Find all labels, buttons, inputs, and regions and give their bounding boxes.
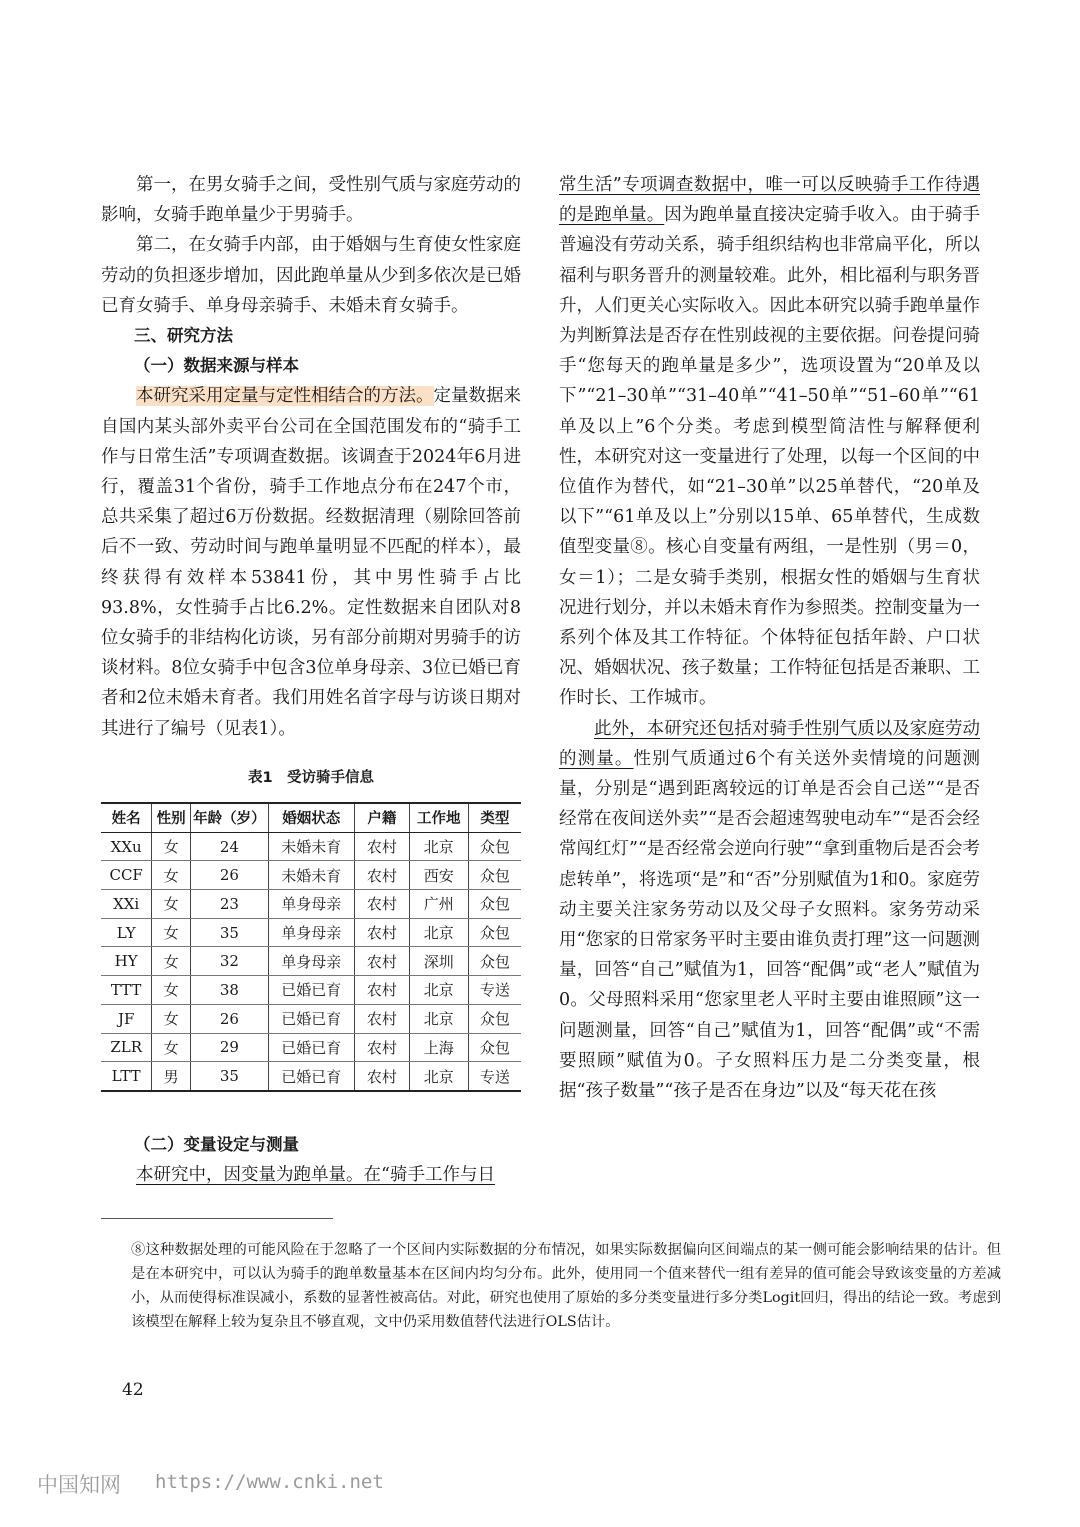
table-cell: TTT (101, 976, 152, 1005)
gender-labor-paragraph (559, 714, 980, 1107)
table-cell: 众包 (468, 1004, 521, 1033)
table-cell: 单身母亲 (268, 890, 354, 919)
gender-labor-underlined: 此外，本研究还包括对骑手性别气质以及家庭劳动的测量。 (559, 718, 980, 769)
table-cell: 未婚未育 (268, 832, 354, 861)
table-row (101, 890, 521, 919)
right-column (559, 170, 980, 1106)
table-cell: XXu (101, 832, 152, 861)
table-cell: 未婚未育 (268, 861, 354, 890)
table-caption: 表1 受访骑手信息 (247, 770, 375, 786)
table-cell: 北京 (409, 832, 468, 861)
subsection-2 (101, 1130, 521, 1190)
table-cell: 西安 (409, 861, 468, 890)
table-cell: 23 (191, 890, 269, 919)
table-row (101, 861, 521, 890)
table-header-cell: 姓名 (101, 803, 152, 832)
table-row (101, 918, 521, 947)
table-row (101, 1033, 521, 1062)
table-cell: 单身母亲 (268, 918, 354, 947)
table-cell: 已婚已育 (268, 1004, 354, 1033)
table-cell: 24 (191, 832, 269, 861)
table-cell: 农村 (354, 947, 409, 976)
gender-labor-text: 性别气质通过6个有关送外卖情境的问题测量，分别是“遇到距离较远的订单是否会自己送”“是否经常在夜间送外卖”“是否会超速驾驶电动车”“是否会经常闯红灯”“是否经常会逆向行驶”“拿到重物后是否会考虑转单”，将选项“是”和“否”分别赋值为1和0。家庭劳动主要关注家务劳动以及父母子女照料。家务劳动采用“您家的日常家务平时主要由谁负责打理”这一问题测量，回答“自己”赋值为1，回答“配偶”或“老人”赋值为0。父母照料采用“您家里老人平时主要由谁照顾”这一问题测量，回答“自己”赋值为1，回答“配偶”或“不需要照顾”赋值为0。子女照料压力是二分类变量，根据“孩子数量”“孩子是否在身边”以及“每天花在孩 (559, 748, 981, 1102)
interviewee-table (101, 802, 521, 1092)
table-header-cell: 婚姻状态 (268, 803, 354, 832)
table-cell: 农村 (354, 1033, 409, 1062)
data-source-text: 定量数据来自国内某头部外卖平台公司在全国范围发布的“骑手工作与日常生活”专项调查数据。该调查于2024年6月进行，覆盖31个省份，骑手工作地点分布在247个市，总共采集了超过6万份数据。经数据清理（剔除回答前后不一致、劳动时间与跑单量明显不匹配的样本），最终获得有效样本53841份，其中男性骑手占比93.8%，女性骑手占比6.2%。定性数据来自团队对8位女骑手的非结构化访谈，另有部分前期对男骑手的访谈材料。8位女骑手中包含3位单身母亲、3位已婚已育者和2位未婚未育者。我们用姓名首字母与访谈日期对其进行了编号（见表1）。 (101, 386, 521, 739)
table-cell: 农村 (354, 1004, 409, 1033)
table-cell: 38 (191, 976, 269, 1005)
table-cell: 北京 (409, 1004, 468, 1033)
subsection-1-title: （一）数据来源与样本 (134, 356, 299, 376)
subsection-2-first-line: 本研究中，因变量为跑单量。在“骑手工作与日 (136, 1165, 495, 1186)
table-cell: 众包 (468, 861, 521, 890)
table-cell: 北京 (409, 1062, 468, 1091)
table-cell: 女 (152, 976, 191, 1005)
table-cell: 众包 (468, 832, 521, 861)
table-cell: JF (101, 1004, 152, 1033)
hypothesis-2: 第二，在女骑手内部，由于婚姻与生育使女性家庭劳动的负担逐步增加，因此跑单量从少到多依次是已婚已育女骑手、单身母亲骑手、未婚未育女骑手。 (101, 235, 521, 316)
table-row (101, 832, 521, 861)
table-cell: 众包 (468, 890, 521, 919)
table-cell: 26 (191, 861, 269, 890)
table-cell: 男 (152, 1062, 191, 1091)
table-cell: 北京 (409, 918, 468, 947)
variable-paragraph (559, 170, 980, 714)
table-cell: 专送 (468, 1062, 521, 1091)
page-number: 42 (122, 1380, 144, 1400)
table-cell: 29 (191, 1033, 269, 1062)
table-cell: 女 (152, 1004, 191, 1033)
left-column (101, 170, 521, 744)
variable-text: 因为跑单量直接决定骑手收入。由于骑手普遍没有劳动关系，骑手组织结构也非常扁平化，所以福利与职务晋升的测量较难。此外，相比福利与职务晋升，人们更关心实际收入。因此本研究以骑手跑单量作为判断算法是否存在性别歧视的主要依据。问卷提问骑手“您每天的跑单量是多少”，选项设置为“20单及以下”“21–30单”“31–40单”“41–50单”“51–60单”“61单及以上”6个分类。考虑到模型简洁性与解释便利性，本研究对这一变量进行了处理，以每一个区间的中位值作为替代，如“21–30单”以25单替代，“20单及以下”“61单及以上”分别以15单、65单替代，生成数值型变量⑧。核心自变量有两组，一是性别（男＝0，女＝1）；二是女骑手类别，根据女性的婚姻与生育状况进行划分，并以未婚未育作为参照类。控制变量为一系列个体及其工作特征。个体特征包括年龄、户口状况、婚姻状况、孩子数量；工作特征包括是否兼职、工作时长、工作城市。 (559, 205, 981, 709)
table-header-cell: 户籍 (354, 803, 409, 832)
highlighted-sentence: 本研究采用定量与定性相结合的方法。 (136, 386, 434, 407)
table-cell: 众包 (468, 918, 521, 947)
table-cell: 35 (191, 918, 269, 947)
table-cell: ZLR (101, 1033, 152, 1062)
table-cell: 众包 (468, 1033, 521, 1062)
table-cell: 单身母亲 (268, 947, 354, 976)
footnote (131, 1238, 1001, 1334)
table-cell: 农村 (354, 861, 409, 890)
table-header-cell: 工作地 (409, 803, 468, 832)
table-cell: 35 (191, 1062, 269, 1091)
table-cell: 女 (152, 890, 191, 919)
table-cell: 上海 (409, 1033, 468, 1062)
table-cell: 女 (152, 832, 191, 861)
table-cell: 北京 (409, 976, 468, 1005)
table-cell: LTT (101, 1062, 152, 1091)
table-cell: 26 (191, 1004, 269, 1033)
table-cell: CCF (101, 861, 152, 890)
table-cell: 女 (152, 861, 191, 890)
table-row (101, 947, 521, 976)
cnki-watermark-logo: 中国知网 (37, 1473, 121, 1497)
table-header-cell: 类型 (468, 803, 521, 832)
variable-underlined: 常生活”专项调查数据中，唯一可以反映骑手工作待遇的是跑单量。 (559, 175, 980, 226)
data-source-paragraph (101, 381, 521, 743)
hypothesis-1: 第一，在男女骑手之间，受性别气质与家庭劳动的影响，女骑手跑单量少于男骑手。 (101, 175, 521, 226)
table-header-cell: 年龄（岁） (191, 803, 269, 832)
table-cell: 已婚已育 (268, 976, 354, 1005)
table-row (101, 1062, 521, 1091)
table-cell: 农村 (354, 918, 409, 947)
table-cell: 众包 (468, 947, 521, 976)
table-cell: 农村 (354, 976, 409, 1005)
table-cell: HY (101, 947, 152, 976)
table-cell: 深圳 (409, 947, 468, 976)
table-cell: 农村 (354, 1062, 409, 1091)
table-row (101, 1004, 521, 1033)
table-cell: 已婚已育 (268, 1033, 354, 1062)
table-body (101, 832, 521, 1091)
footnote-divider (101, 1218, 333, 1219)
table-cell: 广州 (409, 890, 468, 919)
table-cell: 女 (152, 918, 191, 947)
cnki-watermark-url: https://www.cnki.net (155, 1471, 384, 1493)
table-cell: LY (101, 918, 152, 947)
table-row (101, 976, 521, 1005)
table-cell: 专送 (468, 976, 521, 1005)
table-header-cell: 性别 (152, 803, 191, 832)
footnote-8: ⑧这种数据处理的可能风险在于忽略了一个区间内实际数据的分布情况，如果实际数据偏向区间端点的某一侧可能会影响结果的估计。但是在本研究中，可以认为骑手的跑单数量基本在区间内均匀分布。此外，使用同一个值来替代一组有差异的值可能会导致该变量的方差减小，从而使得标准误减小，系数的显著性被高估。对此，研究也使用了原始的多分类变量进行多分类Logit回归，得出的结论一致。考虑到该模型在解释上较为复杂且不够直观，文中仍采用数值替代法进行OLS估计。 (131, 1242, 1001, 1330)
table-cell: 女 (152, 1033, 191, 1062)
table-cell: 32 (191, 947, 269, 976)
table-cell: 已婚已育 (268, 1062, 354, 1091)
table-cell: 女 (152, 947, 191, 976)
subsection-2-title: （二）变量设定与测量 (134, 1135, 299, 1154)
section-3-title: 三、研究方法 (134, 326, 233, 346)
table-header-row (101, 803, 521, 832)
table-cell: 农村 (354, 832, 409, 861)
table-cell: XXi (101, 890, 152, 919)
table-cell: 农村 (354, 890, 409, 919)
